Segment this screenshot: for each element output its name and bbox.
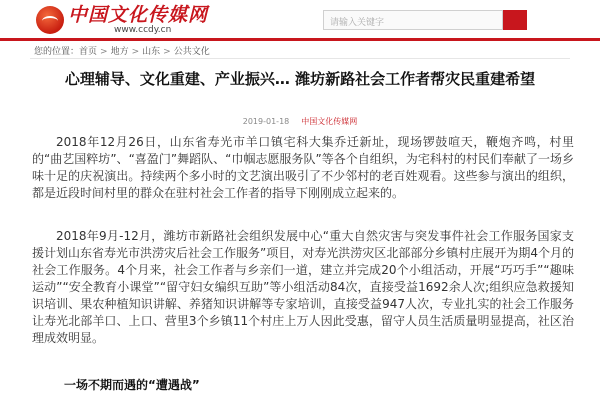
- breadcrumb: [34, 44, 210, 57]
- article-source[interactable]: 中国文化传媒网: [301, 117, 358, 126]
- article-paragraph: 2018年9月-12月，潍坊市新路社会组织发展中心“重大自然灾害与突发事件社会工作服务国家支援计划山东省寿光市洪涝灾后社会工作服务”项目，对寿光洪涝灾区北部部分乡镇村庄展开为期4个月的社会工作服务。4个月来，社会工作者与乡亲们一道，建立并完成20个小组活动，开展“巧巧手”“趣味运动”“安全教育小课堂”“留守妇女编织互助”等小组活动84次，直接受益1692余人次;组织应急救援知识培训、果农种植知识讲解、养猪知识讲解等专家培训，直接受益947人次，专业扎实的社会工作服务让寿光北部羊口、上口、营里3个乡镇11个村庄上万人因此受惠，留守人员生活质量明显提高，社区治理成效明显。: [32, 229, 574, 345]
- breadcrumb-separator: >: [163, 47, 171, 57]
- breadcrumb-item-culture[interactable]: 公共文化: [173, 47, 210, 57]
- breadcrumb-separator: >: [131, 47, 140, 57]
- site-header: [0, 0, 600, 38]
- search-button[interactable]: [503, 10, 527, 30]
- article-meta: [0, 116, 600, 127]
- article-title: 心理辅导、文化重建、产业振兴… 潍坊新路社会工作者帮灾民重建希望: [64, 70, 536, 88]
- article-date: 2019-01-18: [242, 117, 290, 126]
- logo-url: www.ccdy.cn: [114, 25, 172, 35]
- site-logo[interactable]: [36, 6, 208, 34]
- breadcrumb-divider: [30, 58, 570, 59]
- logo-emblem-icon: [36, 6, 64, 34]
- breadcrumb-item-local[interactable]: 地方: [110, 47, 129, 57]
- article-paragraph: 2018年12月26日，山东省寿光市羊口镇宅科大集乔迁新址，现场锣鼓喧天，鞭炮齐鸣，村里的“曲艺国粹坊”、“喜盈门”舞蹈队、“巾帼志愿服务队”等各个自组织，为宅科村的村民们奉献了一场乡味十足的庆祝演出。持续两个多小时的文艺演出吸引了不少邻村的老百姓观看。这些参与演出的组织，都是近段时间村里的群众在驻村社会工作者的指导下刚刚成立起来的。: [32, 135, 574, 200]
- breadcrumb-item-shandong[interactable]: 山东: [142, 47, 161, 57]
- header-divider: [0, 38, 600, 41]
- article-subheading: 一场不期而遇的“遭遇战”: [64, 378, 200, 392]
- search-input[interactable]: 请输入关键字: [323, 10, 503, 30]
- breadcrumb-item-home[interactable]: 首页: [79, 47, 98, 57]
- logo-name: 中国文化传媒网: [68, 4, 209, 26]
- breadcrumb-prefix: 您的位置：: [34, 47, 80, 57]
- breadcrumb-separator: >: [100, 47, 108, 57]
